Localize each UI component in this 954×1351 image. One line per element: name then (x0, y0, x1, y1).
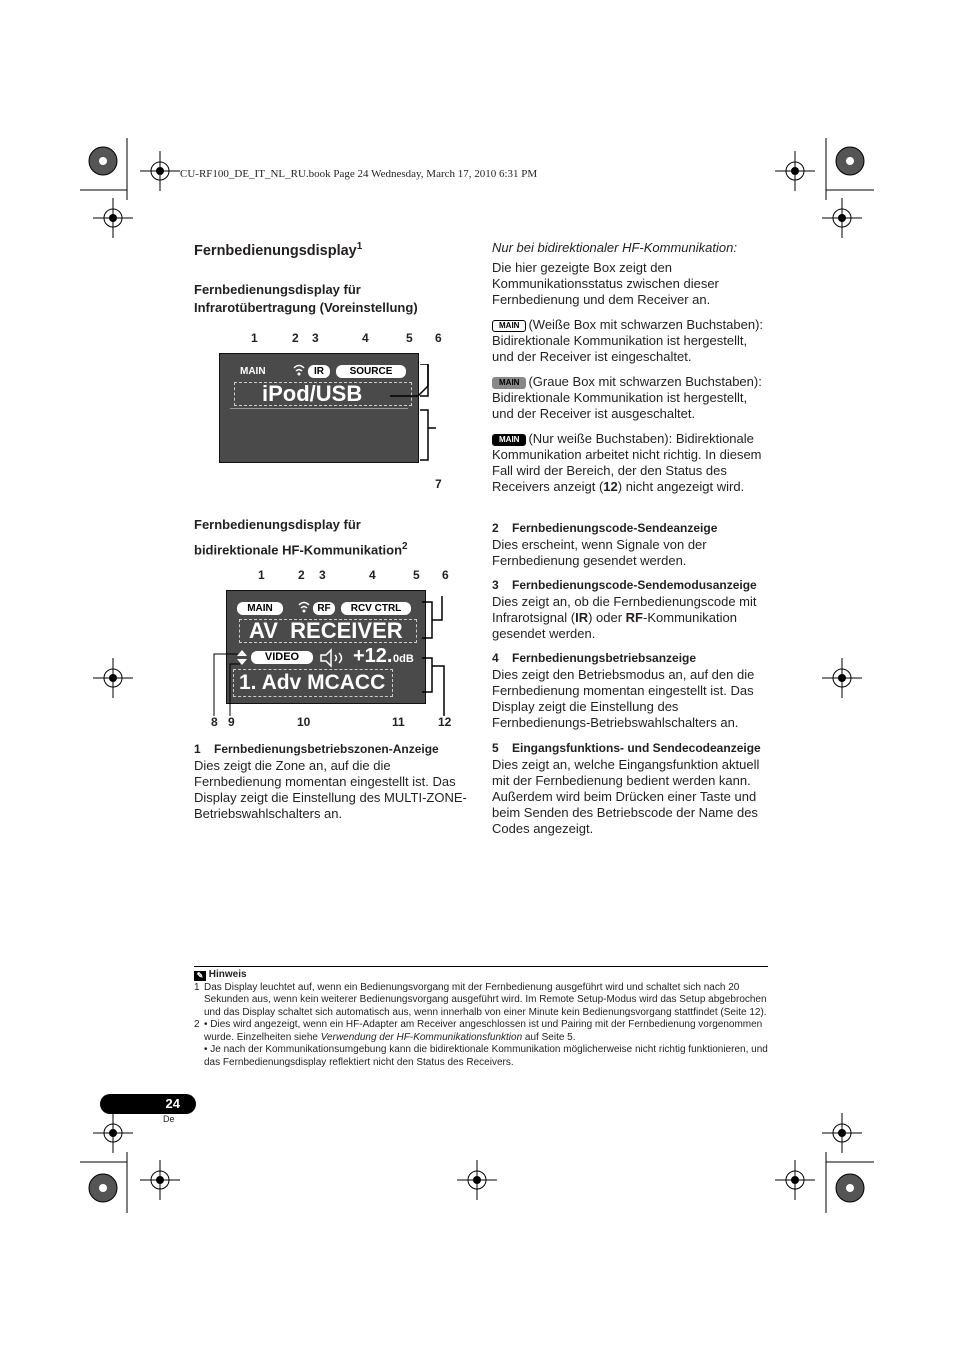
item4-text: Dies zeigt den Betriebsmodus an, auf den die Fernbedienung momentan eingestellt ist. Das Display zeigt die Einstellung des Fernbedienungs-Betriebswahlschalters an. (492, 667, 755, 730)
main-label: MAIN (240, 366, 266, 377)
rf-leader-lines (200, 596, 460, 718)
item3-title: 3 Fernbedienungscode-Sendemodusanzeige (492, 578, 757, 592)
item3-text (492, 594, 768, 642)
rf-badge: RF (313, 602, 335, 615)
rcv-ctrl-badge: RCV CTRL (341, 602, 411, 615)
main-badge-white: MAIN (492, 320, 526, 332)
video-badge: VIDEO (251, 651, 313, 664)
ir-heading: Fernbedienungsdisplay für Infrarotübertragung (Voreinstellung) (194, 282, 418, 315)
item5-text: Dies zeigt an, welche Eingangsfunktion aktuell mit der Fernbedienung bedient werden kann. Außerdem wird beim Drücken einer Taste und beim Senden des Betriebscode der Name des Codes angezeigt. (492, 757, 760, 836)
note-1-num: 1 (194, 981, 200, 993)
intro-text: Die hier gezeigte Box zeigt den Kommunikationsstatus zwischen dieser Fernbedienung und dem Receiver an. (492, 260, 719, 307)
state-white (492, 317, 768, 365)
note-box (194, 966, 768, 1069)
page-number: 24 (165, 1096, 180, 1111)
divider (230, 408, 408, 409)
note-1-text: Das Display leuchtet auf, wenn ein Bedienungsvorgang mit der Fernbedienung ausgeführt wird und schaltet sich nach 20 Sekunden aus, wenn kein weiterer Bedienungsvorgang ausgeführt wird. Im Remote Setup-Modus wird das Setup abgebrochen und das Display schaltet sich automatisch aus, wenn innerhalb von einer Minute kein Bedienungsvorgang stattfindet (Seite 12). (204, 981, 767, 1018)
item3-text-a: Dies zeigt an, ob die Fernbedienungscode mit Infrarotsignal ( (492, 594, 757, 625)
callout-4: 4 (369, 568, 376, 582)
callout-6: 6 (442, 568, 449, 582)
source-badge: SOURCE (336, 365, 406, 378)
file-header: CU-RF100_DE_IT_NL_RU.book Page 24 Wednesday, March 17, 2010 6:31 PM (180, 168, 538, 180)
main-badge-dark: MAIN (492, 434, 526, 446)
item1-title: 1 Fernbedienungsbetriebszonen-Anzeige (194, 742, 439, 756)
state-dark (492, 431, 768, 495)
ipod-usb-text: iPod/USB (262, 381, 363, 406)
callout-8: 8 (211, 715, 218, 729)
page-language: De (163, 1114, 175, 1124)
rf-heading-sup: 2 (402, 541, 408, 552)
callout-11: 11 (392, 715, 405, 729)
note-header (194, 966, 768, 982)
rf-heading-line2: bidirektionale HF-Kommunikation (194, 542, 403, 558)
state-gray-text: (Graue Box mit schwarzen Buchstaben): Bidirektionale Kommunikation ist hergestellt, und der Receiver ist ausgeschaltet. (492, 374, 762, 421)
item3-rf: RF (625, 610, 644, 625)
state-dark-bold: 12 (603, 479, 618, 494)
callout-12: 12 (438, 715, 452, 729)
note-2c: • Je nach der Kommunikationsumgebung kann die bidirektionale Kommunikation möglicherweise nicht richtig funktionieren, und das Fernbedienungsdisplay reflektiert nicht den Status des Receivers. (204, 1044, 768, 1068)
section-title: Fernbedienungsdisplay$^1$ (194, 241, 363, 259)
item3-text-c: -Kommunikation gesendet werden. (492, 610, 737, 641)
rf-heading (194, 516, 464, 559)
item2-title: 2 Fernbedienungscode-Sendeanzeige (492, 521, 718, 535)
volume-value: +12. (353, 645, 393, 667)
callout-3: 3 (319, 568, 326, 582)
callout-7: 7 (435, 477, 442, 491)
adv-mcacc-text: 1. Adv MCACC (239, 671, 386, 694)
note-title: Hinweis (208, 969, 247, 980)
callout-2: 2 (292, 331, 299, 345)
callout-9: 9 (228, 715, 235, 729)
item3-ir: IR (575, 610, 589, 625)
ir-badge: IR (308, 365, 330, 378)
note-2a: • Dies wird angezeigt, wenn ein HF-Adapter am Receiver angeschlossen ist und Pairing mit der Fernbedienung vorgenommen wurde. Einzelheiten siehe (204, 1019, 763, 1043)
av-receiver-text: AV RECEIVER (249, 618, 403, 643)
callout-2: 2 (298, 568, 305, 582)
main-badge: MAIN (237, 602, 283, 615)
callout-1: 1 (251, 331, 258, 345)
state-dark-text: (Nur weiße Buchstaben): Bidirektionale Kommunikation arbeitet nicht richtig. In diesem Fall wird der Bereich, der den Status des Receivers anzeigt ( (492, 431, 762, 494)
note-2-num: 2 (194, 1019, 200, 1030)
page-number-tab (100, 1094, 196, 1114)
callout-10: 10 (297, 715, 311, 729)
callout-5: 5 (406, 331, 413, 345)
note-1 (194, 982, 768, 1020)
callout-4: 4 (362, 331, 369, 345)
callout-1: 1 (258, 568, 265, 582)
item2-text: Dies erscheint, wenn Signale von der Fernbedienung gesendet werden. (492, 537, 707, 568)
state-gray (492, 374, 768, 422)
state-dark-end: ) nicht angezeigt wird. (617, 479, 745, 494)
item3-text-b: ) oder (588, 610, 626, 625)
intro-italic: Nur bei bidirektionaler HF-Kommunikation: (492, 240, 737, 255)
pencil-icon: ✎ (194, 971, 206, 981)
main-badge-gray: MAIN (492, 377, 526, 389)
note-2 (194, 1019, 768, 1069)
state-white-text: (Weiße Box mit schwarzen Buchstaben): Bidirektionale Kommunikation ist hergestellt, und der Receiver ist eingeschaltet. (492, 317, 764, 364)
callout-6: 6 (435, 331, 442, 345)
callout-3: 3 (312, 331, 319, 345)
signal-icon (292, 362, 306, 378)
rf-heading-line1: Fernbedienungsdisplay für (194, 517, 361, 532)
ir-brackets (384, 364, 444, 464)
item5-title: 5 Eingangsfunktions- und Sendecodeanzeige (492, 741, 761, 755)
note-2-italic: Verwendung der HF-Kommunikationsfunktion (320, 1031, 523, 1043)
db-unit: 0dB (393, 653, 414, 665)
item1-text: Dies zeigt die Zone an, auf die die Fernbedienung momentan eingestellt ist. Das Display zeigt die Einstellung des MULTI-ZONE-Betriebswahlschalters an. (194, 758, 467, 821)
note-2b: auf Seite 5. (522, 1031, 576, 1043)
callout-5: 5 (413, 568, 420, 582)
item4-title: 4 Fernbedienungsbetriebsanzeige (492, 651, 697, 665)
